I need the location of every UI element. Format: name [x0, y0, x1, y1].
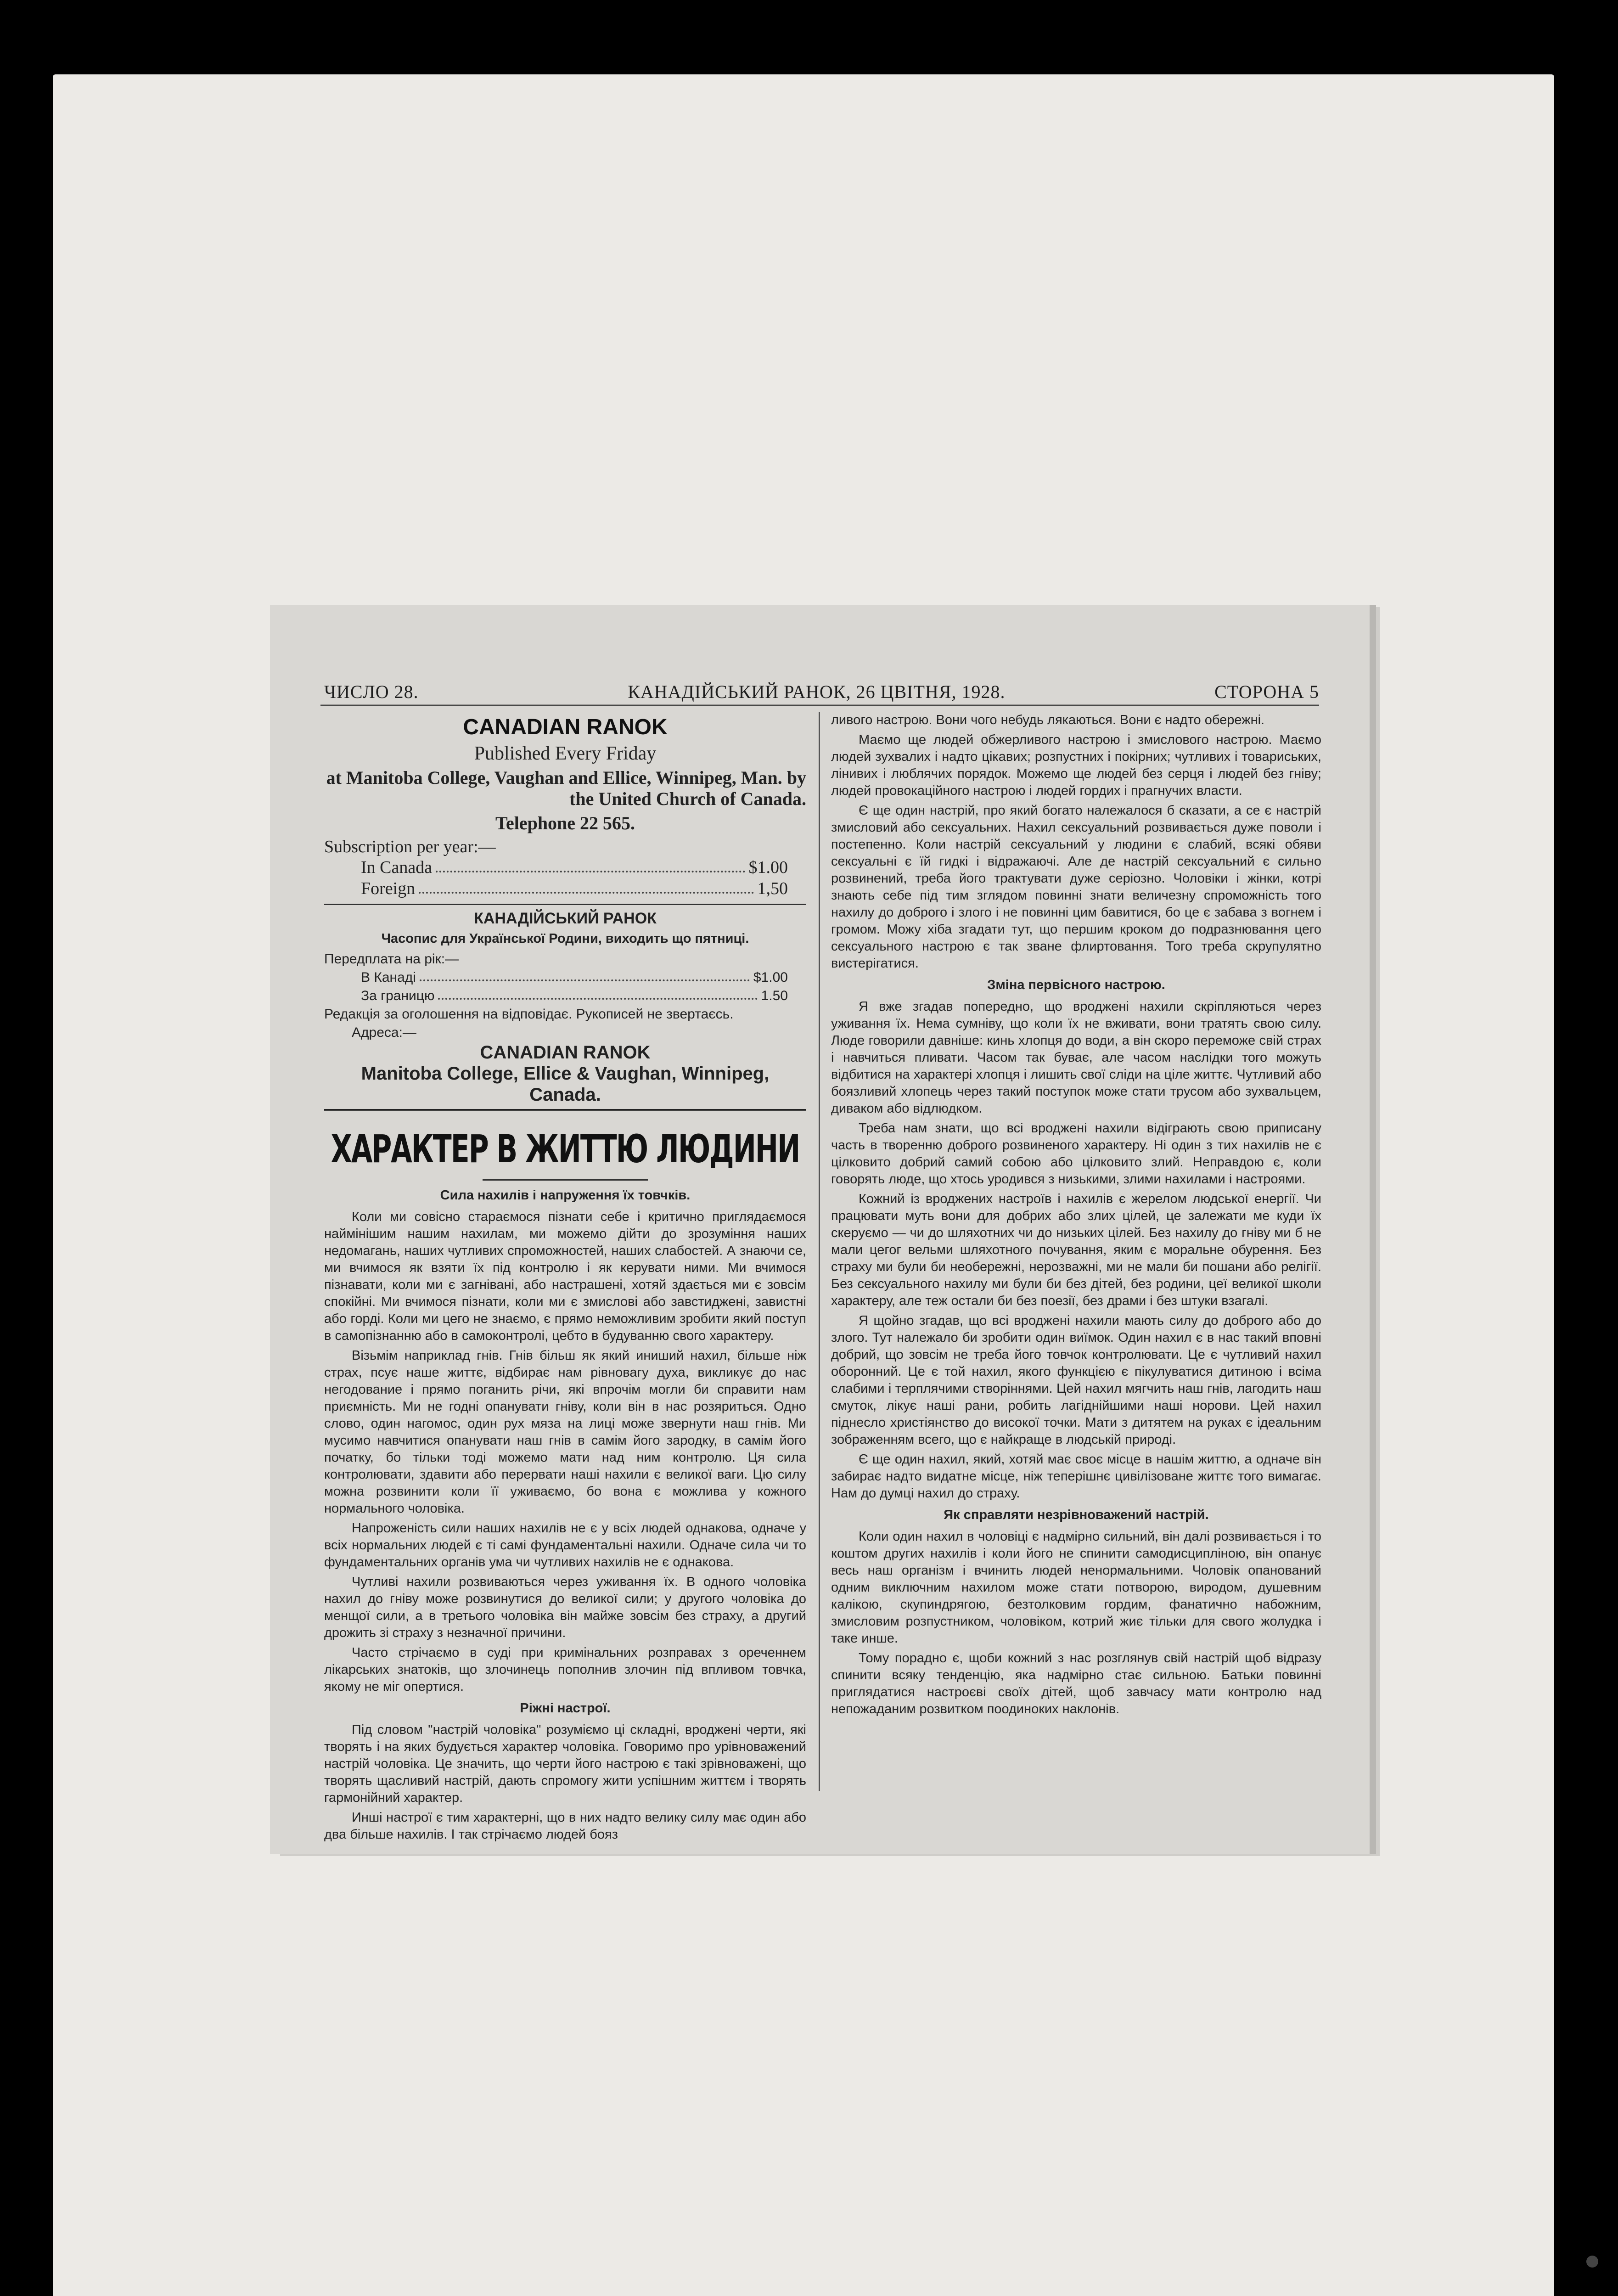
- leader-dots: [419, 878, 753, 894]
- running-head: [324, 679, 1319, 704]
- article-paragraph: ливого настрою. Вони чого небудь лякаються. Вони є надто обережні.: [831, 713, 1265, 727]
- right-column: [831, 712, 1321, 1721]
- masthead-uk-title: КАНАДІЙСЬКИЙ РАНОК: [474, 910, 657, 927]
- article-body: [831, 1528, 1321, 1718]
- article-paragraph: Є ще один настрій, про який богато належалося б сказати, а се є настрій змисловий або сексуальних. Нахил сексуальний розвивається дуже поволи і постепенно. Коли настрій сексуальний у людини є слабий, всякі обяви сексуальні є їй гидкі і відражаючі. Але де настрій сексуальний є сильно розвинений, треба його трактувати дуже серіозно. Чоловіки і жінки, котрі знають себе під тим зглядом повинні знати величезну спроможність того нахилу до доброго і злого і не повинні цим бавитися, бо це є забава з вогнем і громом. Можу хіба згадати тут, що першим кроком до подразнювання цего сексуального настрою є так зване флиртовання. Того треба скрупулятно вистерігатися.: [831, 803, 1321, 971]
- article-paragraph: Я щойно згадав, що всі вроджені нахили мають силу до доброго або до злого. Тут належало би зробити один виїмок. Один нахил є в нас такий вповні добрий, що зовсім не треба його товчок контролювати. Це є чутливий нахил оборонний. Це є той нахил, якого функцією є пікулуватися дитиною і всіма слабими і терплячими створіннями. Цей нахил мягчить наш гнів, лагодить наш смуток, лікує наші рани, робить лагіднійшими наші норови. Цей нахил піднесло христіянство до високої точки. Мати з дитятем на руках є ідеальним зображенням всего, що є найкраще в людській природі.: [831, 1313, 1321, 1447]
- article-paragraph: Треба нам знати, що всі вроджені нахили відіграють свою приписану часть в творенню доброго розвиненого характеру. Ні один з тих нахилів не є цілковито добрий самий собою або цілковито злий. Неправдою є, коли говорять люде, що хтось уродився з низькими, злими нахилами і настроями.: [831, 1121, 1321, 1187]
- subscription-heading-uk: Передплата на рік:—: [324, 951, 459, 967]
- price-row: [324, 968, 806, 987]
- left-column: [324, 712, 806, 1846]
- page-number: СТОРОНА 5: [1214, 681, 1319, 702]
- masthead-address: at Manitoba College, Vaughan and Ellice, Winnipeg, Man. by the United Church of Canada.: [326, 767, 806, 809]
- header-rule: [320, 704, 1319, 706]
- address-line: Manitoba College, Ellice & Vaughan, Winnipeg, Canada.: [361, 1064, 770, 1105]
- price-row: [324, 857, 806, 878]
- subscription-heading: Subscription per year:—: [324, 837, 496, 856]
- issue-number: ЧИСЛО 28.: [324, 681, 419, 702]
- price-row: [324, 878, 806, 899]
- price-value: $1.00: [748, 858, 788, 877]
- price-label: In Canada: [361, 858, 433, 877]
- article-paragraph: Є ще один нахил, який, хотяй має своє місце в нашім життю, а одначе він забирає надто видатне місце, ніж теперішнє цивілізоване життє того вимагає. Нам до думці нахил до страху.: [831, 1452, 1321, 1501]
- article-paragraph: Я вже згадав попередно, що вроджені нахили скріпляються через уживання їх. Нема сумніву, що коли їх не вживати, вони тратять свою силу. Люде говорили давніше: кинь хлопця до води, а він скоро переможе свій страх і навчиться пливати. Часом так буває, але часом наслідки того можуть відбитися на характері хлопця і лишить свої сліди на ціле життє. Чутливий або боязливий хлопець через такий поступок може стати трусом або зухвальцем, диваком або відлюдком.: [831, 999, 1321, 1116]
- divider: [324, 1109, 806, 1111]
- masthead-telephone: Telephone 22 565.: [495, 813, 635, 833]
- price-label: За границю: [361, 988, 435, 1003]
- article-paragraph: Чутливі нахили розвиваються через уживання їх. В одного чоловіка нахил до гніву може розвинутися до великої сили; у другого чоловіка до менщої сили, а в третього чоловіка він майже зовсім без страху, а другий дрожить зі страху з незначної причини.: [324, 1575, 806, 1640]
- leader-dots: [436, 857, 745, 872]
- article-subhead: Зміна первісного настрою.: [987, 978, 1165, 992]
- article-body: [324, 1209, 806, 1695]
- masthead-english: [324, 715, 806, 834]
- editorial-note: Редакція за оголошення на відповідає. Рукописей не звертаєсь.: [324, 1007, 734, 1022]
- price-row: [324, 987, 806, 1005]
- masthead-uk-details: [324, 950, 806, 1042]
- newspaper-title-date: КАНАДІЙСЬКИЙ РАНОК, 26 ЦВІТНЯ, 1928.: [628, 681, 1006, 702]
- price-value: 1.50: [761, 988, 788, 1003]
- price-label: Foreign: [361, 879, 416, 898]
- masthead-uk-subtitle: Часопис для Української Родини, виходить що пятниці.: [381, 931, 749, 946]
- price-label: В Канаді: [361, 970, 416, 985]
- article-paragraph: Инші настрої є тим характерні, що в них надто велику силу має один або два більше нахилів. І так стрічаємо людей бояз: [324, 1810, 806, 1842]
- article-paragraph: Кожний із вроджених настроїв і нахилів є жерелом людської енергії. Чи працювати муть вони для добрих або злих цілей, це залежати ме куди їх скеруємо — чи до шляхотних чи до низьких цілей. Без нахилу до гніву ми б не мали цегог вельми шляхотного почування, яким є моральне обурення. Без страху ми були би необережні, нерозважні, ми не мали би пошани або релігії. Без сексуального нахилу ми були би без дітей, без родини, цеї великої школи характеру, але теж остали би без поезії, без драми і без штуки взагалі.: [831, 1192, 1321, 1308]
- column-divider: [819, 712, 820, 1791]
- price-value: 1,50: [757, 879, 788, 898]
- article-paragraph: Візьмім наприклад гнів. Гнів більш як який иниший нахил, більше ніж страх, псує наше життє, відбирає нам рівновагу духа, викликує до нас негодование і прямо поганить річи, які впрочім могли би справити нам приємність. Ми не годні опанувати гніву, коли він в нас розяриться. Одно слово, один нагомос, один рух мяза на лиці може звернути наш гнів. Ми мусимо навчитися опанувати наш гнів в самім його зародку, в самім його початку, бо тільки тоді можемо мати над ним контролю. Ця сила контролювати, здавити або перервати наші нахили є великої ваги. Цю силу можна розвинити коли її уживаємо, бо вона є можлива у кожного нормального чоловіка.: [324, 1348, 806, 1516]
- article-subhead: Ріжні настрої.: [520, 1701, 611, 1716]
- newspaper-page: [270, 605, 1370, 1854]
- film-dot: [1586, 2256, 1598, 2268]
- article-paragraph: Коли ми совісно стараємося пізнати себе і критично приглядаємося наймінішим нашим нахилам, ми можемо дійти до зрозуміння наших недомагань, наших чутливих спроможностей, наших слабостей. А знаючи се, ми вчимося як взяти їх під контролю і як керувати ними. Ми вчимося пізнавати, коли ми є загнівані, або настрашені, хотяй здається ми є зовсім спокійні. Ми вчимося пізнати, коли ми є змислові або завстиджені, завистні або горді. Коли ми цего не знаємо, є прямо неможливим зробити який поступ в самопізнанню або в самоконтролі, цебто в будуванню свого характеру.: [324, 1210, 806, 1343]
- article-body: [831, 998, 1321, 1502]
- headline-rule: [483, 1179, 648, 1181]
- divider: [324, 904, 806, 905]
- article-paragraph: Коли один нахил в чоловіці є надмірно сильний, він далі розвивається і то коштом других нахилів і коли його не спинити самодисципліною, він опанує весь наш організм і вчинить людей ненормальними. Чоловік опанований одним виключним нахилом може стати потворою, виродом, душевним калікою, скупиндрягою, безтолковим гордим, фанатично набожним, змисловим розпустником, чоловіком, котрий жиє тільки для свого жолудка і таке инше.: [831, 1529, 1321, 1646]
- leader-dots: [420, 968, 750, 981]
- masthead-published: Published Every Friday: [474, 743, 657, 764]
- address-label: Адреса:—: [352, 1025, 416, 1040]
- price-value: $1.00: [753, 970, 788, 985]
- article-subhead: Сила нахилів і напруження їх товчків.: [440, 1188, 691, 1203]
- article-paragraph: Під словом "настрій чоловіка" розуміємо ці складні, вроджені черти, які творять і на яких будується характер чоловіка. Говоримо про урівноважений настрій чоловіка. Це значить, що черти його настрою є такі зрівноважені, що творять щасливий настрій, дають спромогу жити успішним життєм і творять гармонійний характер.: [324, 1722, 806, 1805]
- article-body: [831, 712, 1321, 972]
- article-subhead: Як справляти незрівноважений настрій.: [944, 1508, 1209, 1522]
- leader-dots: [438, 987, 757, 1000]
- article-paragraph: Тому порадно є, щоби кожний з нас розглянув свій настрій щоб відразу спинити всяку тенденцію, яка надмірно стає сильною. Батьки повинні приглядатися настроєві своїх дітей, щоб завчасу мати контролю над непожаданим розвитком поодиноких наклонів.: [831, 1651, 1321, 1716]
- masthead-title: CANADIAN RANOK: [463, 715, 668, 739]
- article-paragraph: Маємо ще людей обжерливого настрою і змислового настрою. Маємо людей зухвалих і надто цікавих; розпустних і покірних; чутливих і товариських, лінивих і люблячих порядок. Можемо ще людей без серця і людей без гніву; людей провокаційного настрою і людей гордих і прагнучих власти.: [831, 732, 1321, 798]
- address-title: CANADIAN RANOK: [480, 1042, 651, 1063]
- article-body: [324, 1722, 806, 1843]
- article-headline: ХАРАКТЕР В ЖИТТЮ ЛЮДИНИ: [331, 1127, 800, 1172]
- article-paragraph: Напроженість сили наших нахилів не є у всіх людей однакова, одначе у всіх нормальних людей є ті самі фундаментальні нахили. Одначе сила чи то фундаментальних органів ума чи чутливих нахилів не є однакова.: [324, 1521, 806, 1570]
- article-paragraph: Часто стрічаємо в суді при кримінальних розправах з ореченнем лікарських знатоків, що злочинець пополнив злочин під впливом товчка, якому не міг опертися.: [324, 1645, 806, 1694]
